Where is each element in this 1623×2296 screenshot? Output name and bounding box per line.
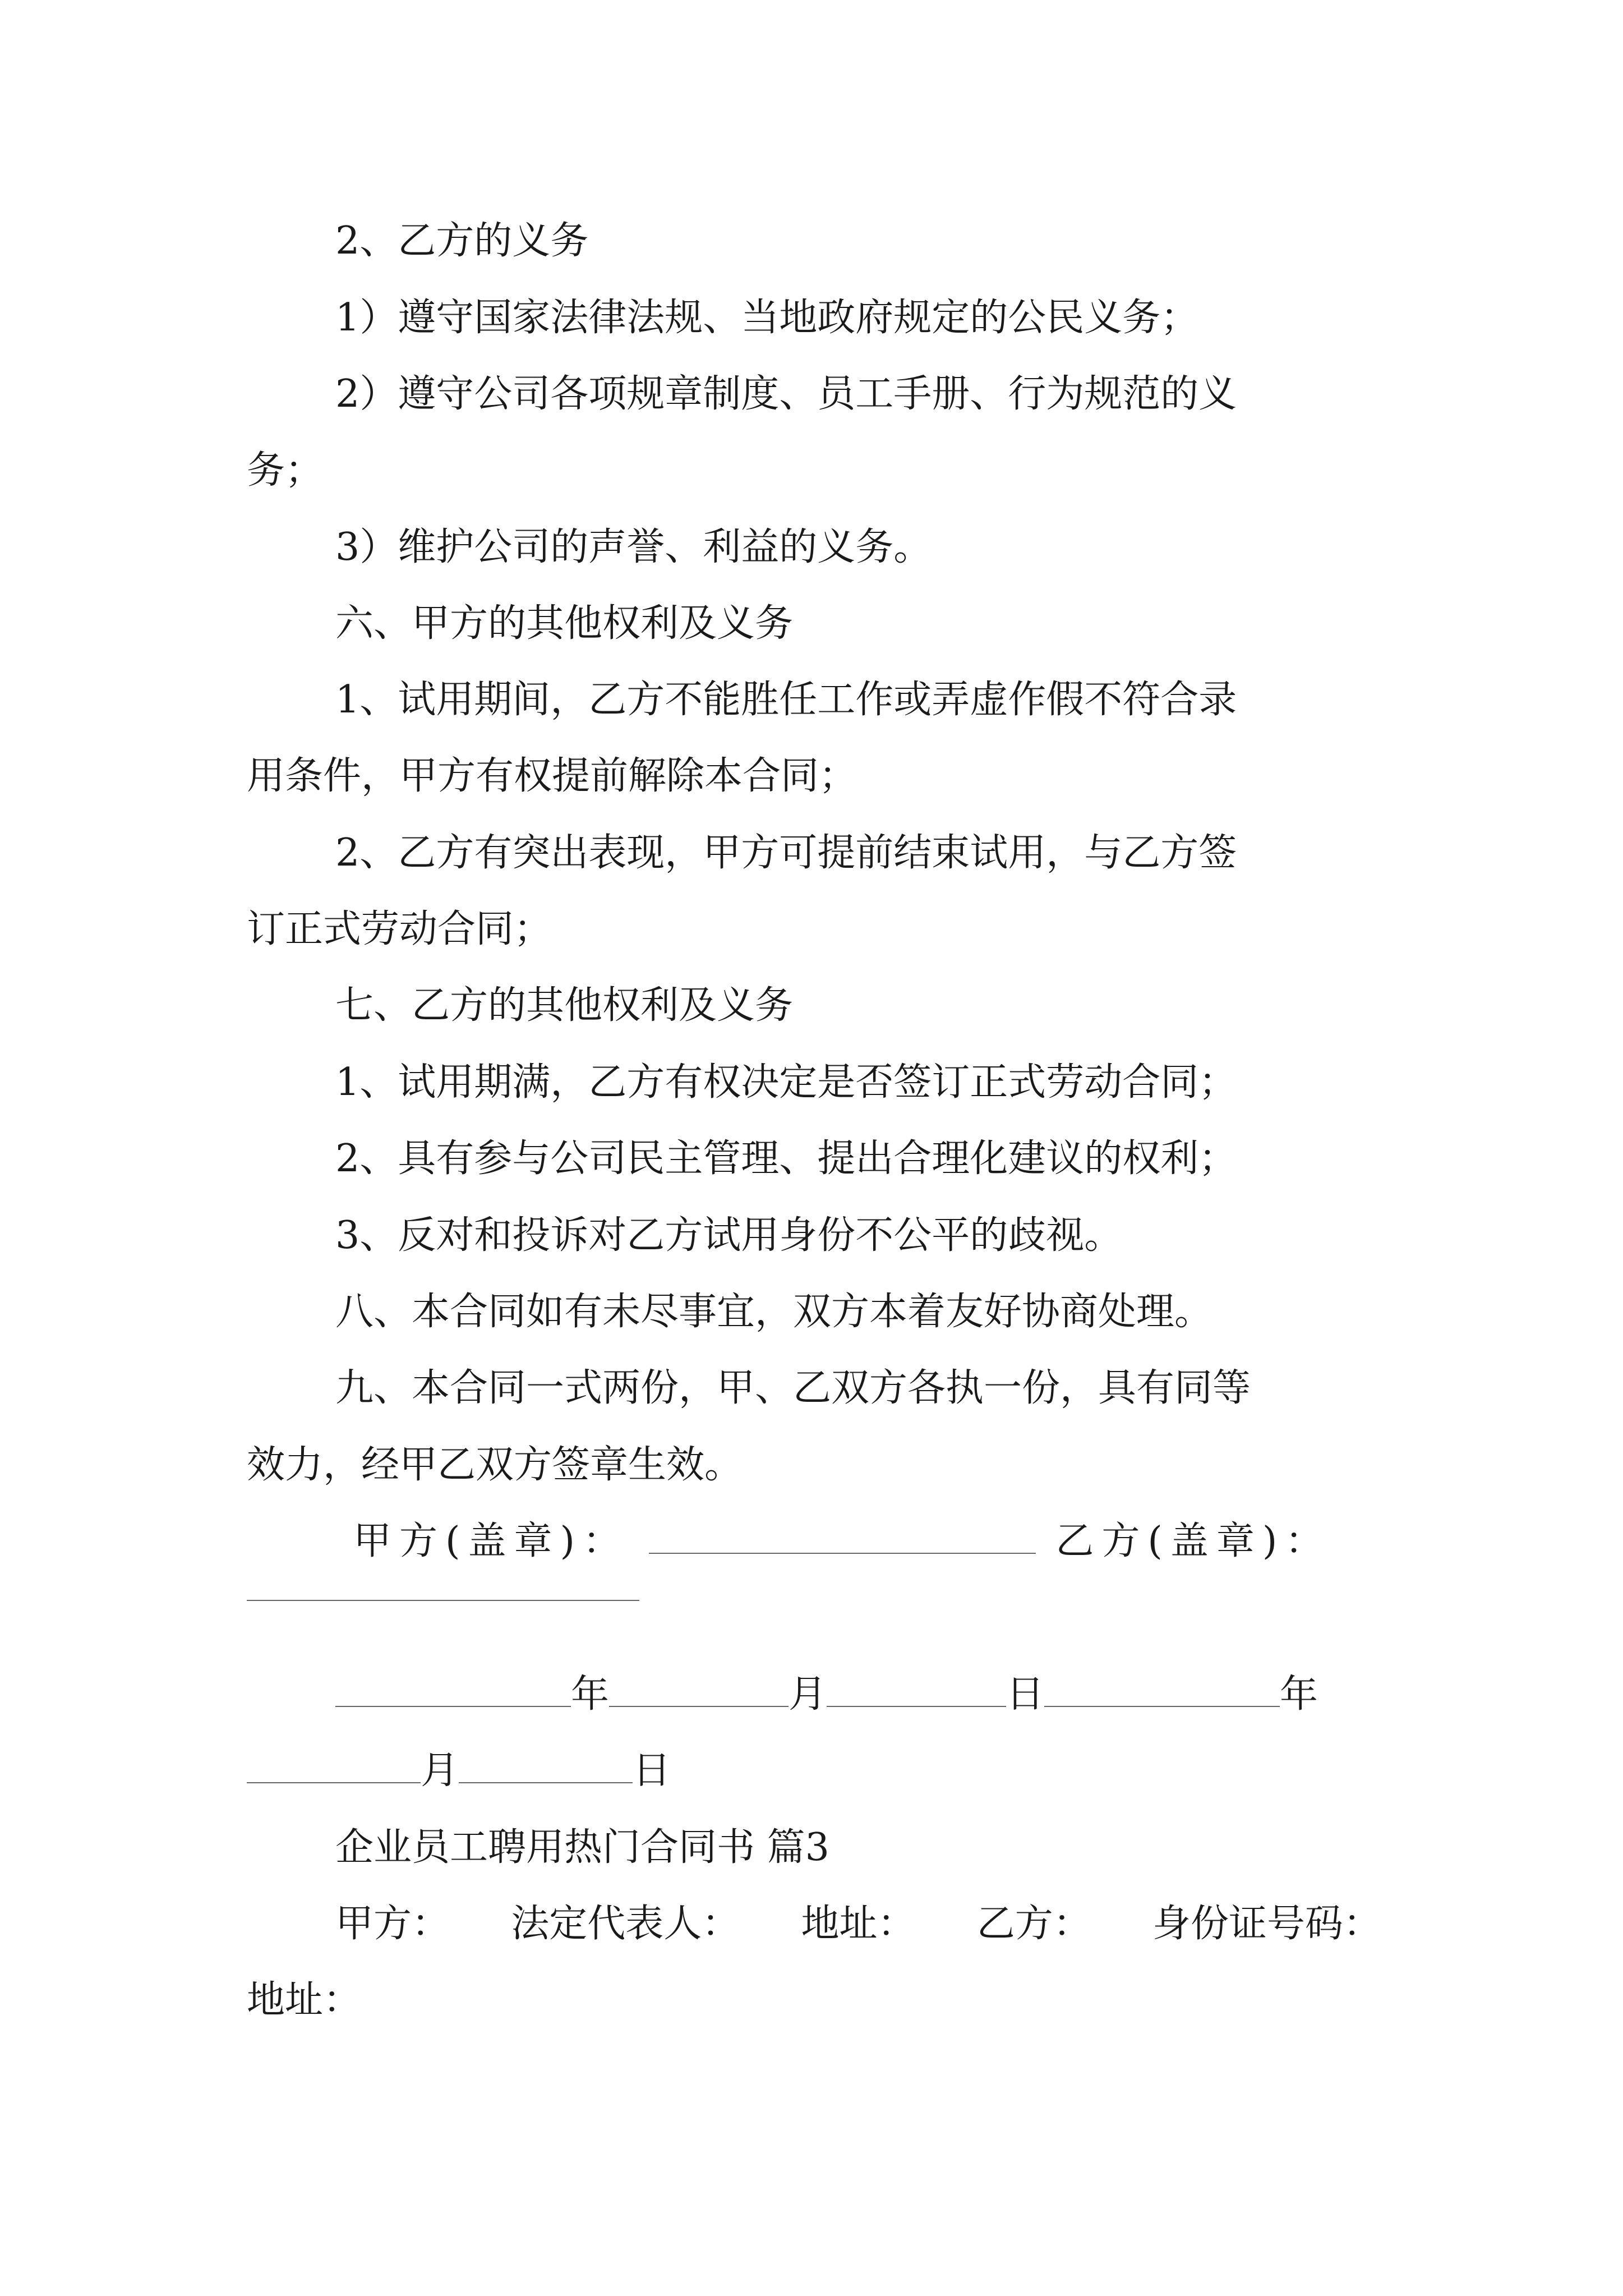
paragraph: 2）遵守公司各项规章制度、员工手册、行为规范的义	[335, 372, 1237, 416]
month-label: 月	[421, 1749, 459, 1793]
party-b-field: 乙方：	[976, 1902, 1091, 1946]
paragraph: 1）遵守国家法律法规、当地政府规定的公民义务；	[335, 296, 1199, 340]
year-label: 年	[1280, 1672, 1318, 1717]
section-heading: 七、乙方的其他权利及义务	[335, 983, 794, 1028]
signature-line	[353, 1519, 1331, 1564]
month-blank	[247, 1749, 421, 1783]
year-blank	[1044, 1672, 1280, 1707]
party-a-seal-blank	[649, 1519, 1036, 1554]
year-blank	[335, 1672, 571, 1707]
paragraph: 2、乙方有突出表现，甲方可提前结束试用，与乙方签	[335, 831, 1237, 875]
day-blank	[827, 1672, 1006, 1707]
address-a-field: 地址：	[801, 1902, 916, 1946]
paragraph: 2、乙方的义务	[335, 219, 589, 263]
month-label: 月	[789, 1672, 827, 1717]
section-heading: 九、本合同一式两份，甲、乙双方各执一份，具有同等	[335, 1366, 1251, 1410]
id-number-field: 身份证号码：	[1152, 1902, 1381, 1946]
header-fields	[335, 1902, 1381, 1947]
paragraph: 3、反对和投诉对乙方试用身份不公平的歧视。	[335, 1213, 1123, 1258]
paragraph-continuation: 订正式劳动合同；	[247, 907, 552, 951]
month-blank	[609, 1672, 789, 1707]
paragraph-continuation: 务；	[247, 448, 324, 493]
party-a-field: 甲方：	[335, 1902, 450, 1946]
party-b-seal-label: 乙方(盖章)：	[1055, 1519, 1331, 1563]
paragraph-continuation: 效力，经甲乙双方签章生效。	[247, 1443, 743, 1487]
paragraph: 1、试用期满，乙方有权决定是否签订正式劳动合同；	[335, 1060, 1237, 1105]
section-title: 企业员工聘用热门合同书 篇3	[335, 1825, 829, 1870]
date-line	[335, 1672, 1318, 1717]
legal-rep-field: 法定代表人：	[511, 1902, 740, 1946]
section-heading: 六、甲方的其他权利及义务	[335, 601, 794, 646]
day-blank	[459, 1749, 633, 1783]
party-a-seal-label: 甲方(盖章)：	[353, 1519, 629, 1563]
address-b-field: 地址：	[247, 1978, 362, 2022]
section-heading: 八、本合同如有未尽事宜，双方本着友好协商处理。	[335, 1290, 1213, 1334]
party-b-seal-blank	[247, 1600, 639, 1601]
day-label: 日	[633, 1749, 671, 1793]
date-line-continuation	[247, 1749, 671, 1793]
paragraph: 2、具有参与公司民主管理、提出合理化建议的权利；	[335, 1137, 1237, 1181]
paragraph: 1、试用期间，乙方不能胜任工作或弄虚作假不符合录	[335, 678, 1237, 722]
year-label: 年	[571, 1672, 610, 1717]
paragraph-continuation: 用条件，甲方有权提前解除本合同；	[247, 754, 857, 798]
day-label: 日	[1006, 1672, 1045, 1717]
paragraph: 3）维护公司的声誉、利益的义务。	[335, 525, 932, 569]
